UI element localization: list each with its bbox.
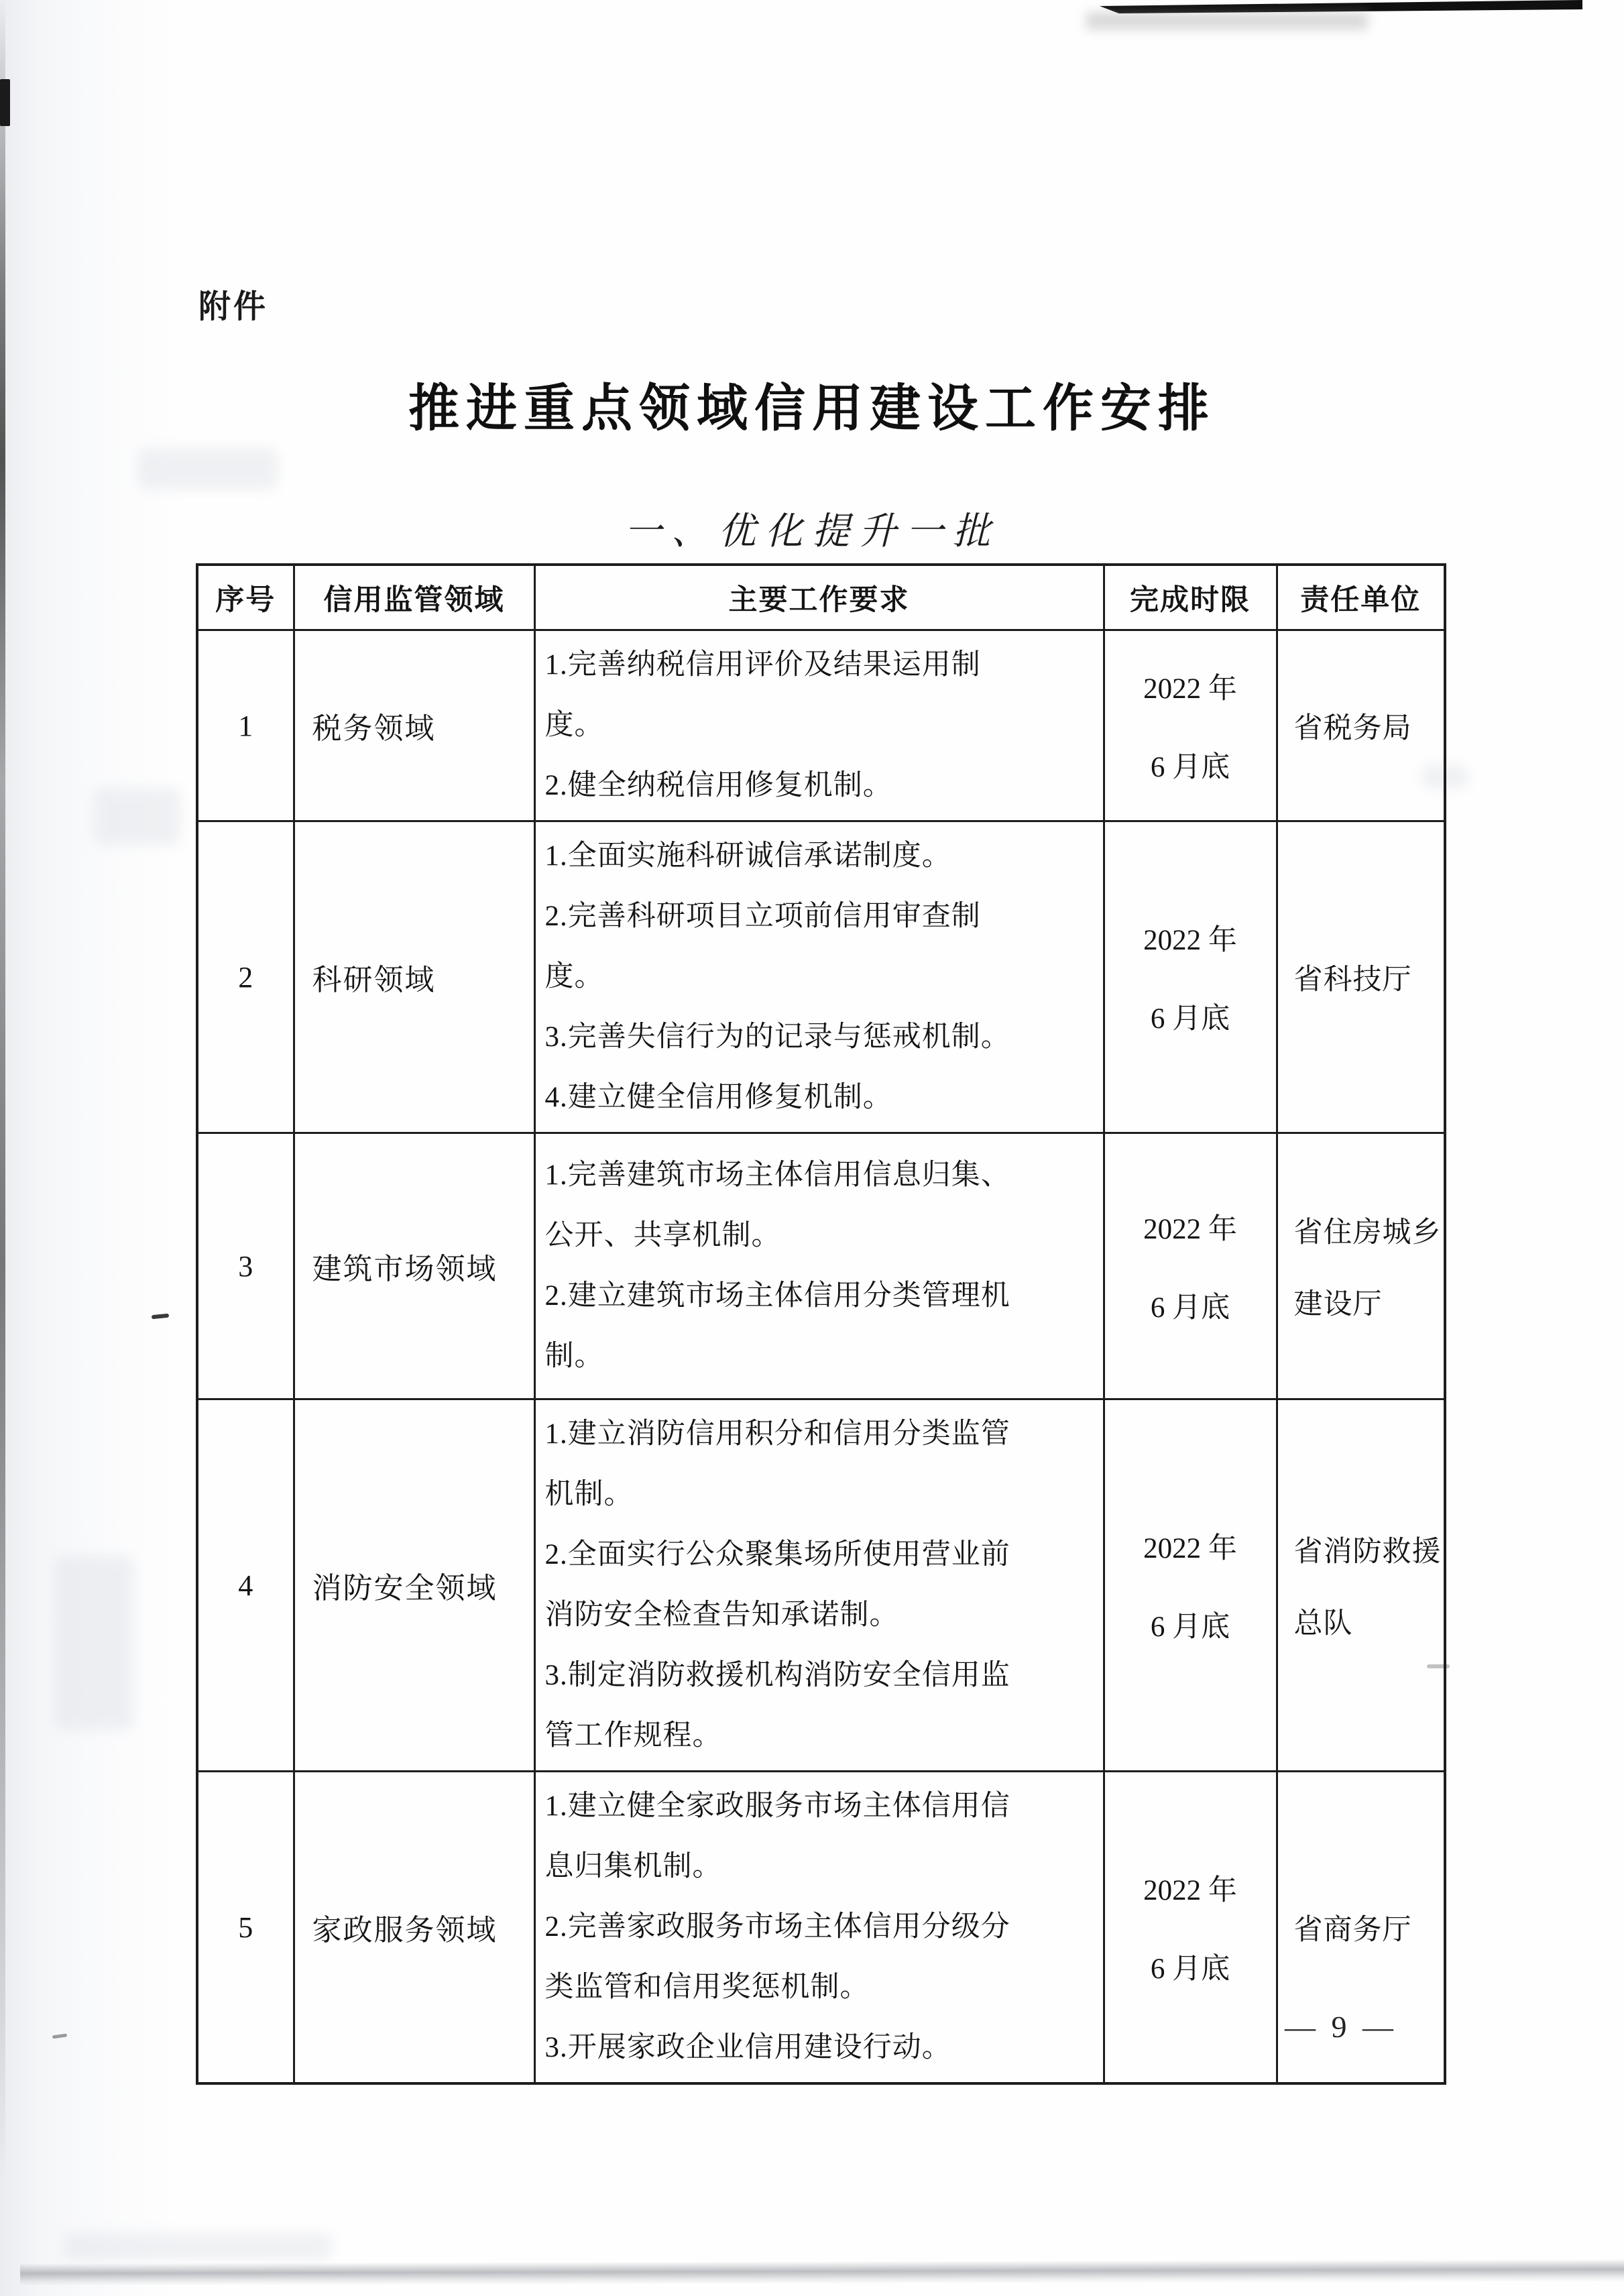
cell-unit xyxy=(1277,630,1445,821)
cell-tasks xyxy=(534,630,1104,821)
scan-smudge xyxy=(94,788,181,845)
page-title: 推进重点领域信用建设工作安排 xyxy=(408,381,1216,437)
scan-dash-mark xyxy=(52,2033,67,2039)
scan-smudge xyxy=(54,1556,134,1730)
attachment-label: 附件 xyxy=(198,289,269,325)
unit-line: 建设厅 xyxy=(1293,1289,1383,1320)
scan-bottom-band xyxy=(20,2259,1624,2286)
deadline-line: 6 月底 xyxy=(1150,1953,1230,1985)
deadline-line: 2022 年 xyxy=(1143,925,1237,956)
cell-unit xyxy=(1277,1133,1445,1399)
cell-deadline xyxy=(1104,1772,1277,2084)
task-line: 3.制定消防救援机构消防安全信用监管工作规程。 xyxy=(544,1660,1010,1752)
page-number: — 9 — xyxy=(1285,2010,1397,2044)
task-line: 2.全面实行公众聚集场所使用营业前消防安全检查告知承诺制。 xyxy=(544,1539,1010,1631)
task-line: 3.完善失信行为的记录与惩戒机制。 xyxy=(544,1021,1010,1053)
header-unit: 责任单位 xyxy=(1277,565,1445,630)
cell-deadline xyxy=(1104,821,1277,1133)
unit-line: 省住房城乡 xyxy=(1293,1217,1442,1249)
deadline-line: 6 月底 xyxy=(1150,752,1230,783)
section-heading: 一、优化提升一批 xyxy=(624,511,1000,553)
scan-smudge xyxy=(137,448,278,490)
task-line: 1.建立健全家政服务市场主体信用信息归集机制。 xyxy=(544,1790,1010,1882)
cell-serial: 3 xyxy=(197,1133,294,1399)
cell-serial: 5 xyxy=(197,1772,294,2084)
cell-tasks xyxy=(534,1399,1104,1772)
task-line: 1.全面实施科研诚信承诺制度。 xyxy=(544,840,951,872)
unit-line: 省税务局 xyxy=(1293,712,1412,744)
cell-unit xyxy=(1277,1399,1445,1772)
task-line: 3.开展家政企业信用建设行动。 xyxy=(544,2032,951,2063)
scan-dash-mark xyxy=(152,1314,169,1320)
cell-unit xyxy=(1277,821,1445,1133)
header-tasks: 主要工作要求 xyxy=(534,565,1104,630)
deadline-line: 2022 年 xyxy=(1143,1533,1237,1564)
cell-deadline xyxy=(1104,1133,1277,1399)
deadline-line: 2022 年 xyxy=(1143,1214,1237,1245)
task-line: 1.建立消防信用积分和信用分类监管机制。 xyxy=(544,1418,1010,1510)
scan-left-edge-line xyxy=(0,0,5,2296)
scan-topright-bar xyxy=(1100,0,1582,13)
task-line: 2.完善家政服务市场主体信用分级分类监管和信用奖惩机制。 xyxy=(544,1911,1010,2003)
deadline-line: 2022 年 xyxy=(1143,673,1237,705)
unit-line: 总队 xyxy=(1293,1608,1353,1640)
table-row xyxy=(197,1399,1445,1772)
table-row xyxy=(197,821,1445,1133)
scan-left-texture xyxy=(0,0,181,2296)
cell-tasks xyxy=(534,821,1104,1133)
scan-smudge xyxy=(64,2233,332,2260)
unit-line: 省消防救援 xyxy=(1293,1536,1442,1568)
task-line: 1.完善纳税信用评价及结果运用制度。 xyxy=(544,649,981,741)
unit-line: 省商务厅 xyxy=(1293,1914,1412,1946)
scan-topright-shadow xyxy=(1086,12,1368,30)
cell-field: 家政服务领域 xyxy=(294,1772,534,2084)
task-line: 2.完善科研项目立项前信用审查制度。 xyxy=(544,901,981,992)
cell-serial: 1 xyxy=(197,630,294,821)
task-line: 2.建立建筑市场主体信用分类管理机制。 xyxy=(544,1280,1010,1372)
cell-tasks xyxy=(534,1772,1104,2084)
deadline-line: 6 月底 xyxy=(1150,1003,1230,1035)
cell-deadline xyxy=(1104,1399,1277,1772)
unit-line: 省科技厅 xyxy=(1293,964,1412,996)
header-field: 信用监管领域 xyxy=(294,565,534,630)
deadline-line: 2022 年 xyxy=(1143,1875,1237,1906)
cell-serial: 4 xyxy=(197,1399,294,1772)
cell-deadline xyxy=(1104,630,1277,821)
table-row xyxy=(197,630,1445,821)
cell-serial: 2 xyxy=(197,821,294,1133)
table-row xyxy=(197,1772,1445,2084)
cell-field: 科研领域 xyxy=(294,821,534,1133)
cell-field: 税务领域 xyxy=(294,630,534,821)
task-line: 2.健全纳税信用修复机制。 xyxy=(544,770,892,801)
table-row xyxy=(197,1133,1445,1399)
cell-field: 建筑市场领域 xyxy=(294,1133,534,1399)
header-deadline: 完成时限 xyxy=(1104,565,1277,630)
task-line: 4.建立健全信用修复机制。 xyxy=(544,1082,892,1113)
deadline-line: 6 月底 xyxy=(1150,1611,1230,1643)
deadline-line: 6 月底 xyxy=(1150,1292,1230,1324)
scan-left-tick-mark xyxy=(0,79,10,126)
header-serial: 序号 xyxy=(197,565,294,630)
cell-field: 消防安全领域 xyxy=(294,1399,534,1772)
task-line: 1.完善建筑市场主体信用信息归集、公开、共享机制。 xyxy=(544,1159,1010,1251)
table-header-row xyxy=(197,565,1445,630)
cell-tasks xyxy=(534,1133,1104,1399)
work-arrangement-table xyxy=(196,563,1446,2085)
